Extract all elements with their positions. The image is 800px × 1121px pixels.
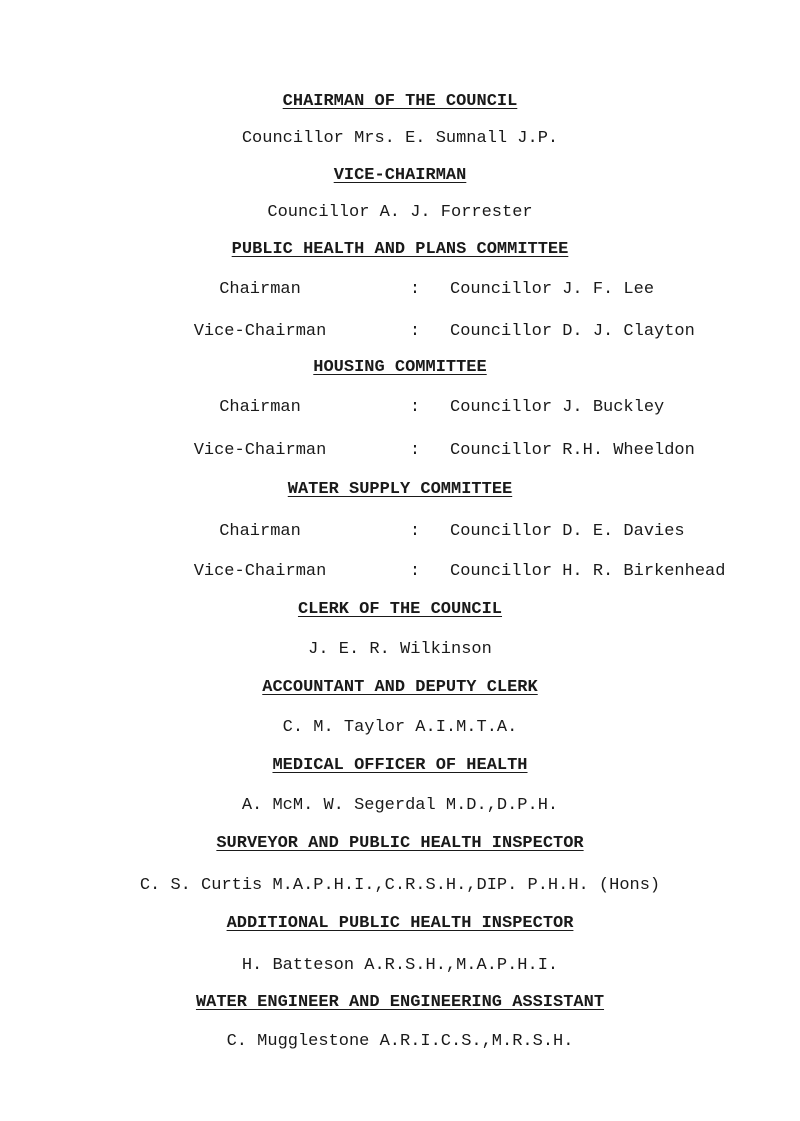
- medical-officer-heading: MEDICAL OFFICER OF HEALTH: [272, 756, 528, 775]
- additional-inspector-name: H. Batteson A.R.S.H.,M.A.P.H.I.: [241, 956, 559, 975]
- additional-inspector-heading: ADDITIONAL PUBLIC HEALTH INSPECTOR: [226, 914, 574, 933]
- separator: :: [409, 280, 421, 299]
- vice-chairman-name: Councillor A. J. Forrester: [267, 203, 533, 222]
- member-name: Councillor D. J. Clayton: [450, 322, 695, 341]
- role-label: Vice-Chairman: [193, 441, 327, 460]
- surveyor-name: C. S. Curtis M.A.P.H.I.,C.R.S.H.,DIP. P.H.H. (Hons): [139, 876, 661, 895]
- role-label: Vice-Chairman: [193, 322, 327, 341]
- chairman-name: Councillor Mrs. E. Sumnall J.P.: [241, 129, 559, 148]
- public-health-committee-heading: PUBLIC HEALTH AND PLANS COMMITTEE: [231, 240, 569, 259]
- separator: :: [409, 562, 421, 581]
- surveyor-heading: SURVEYOR AND PUBLIC HEALTH INSPECTOR: [216, 834, 584, 853]
- role-label: Chairman: [219, 280, 301, 299]
- water-supply-committee-heading: WATER SUPPLY COMMITTEE: [287, 480, 513, 499]
- role-label: Vice-Chairman: [193, 562, 327, 581]
- clerk-name: J. E. R. Wilkinson: [308, 640, 492, 659]
- public-health-vice-chairman-row: [0, 322, 800, 346]
- clerk-heading: CLERK OF THE COUNCIL: [297, 600, 503, 619]
- role-label: Chairman: [219, 398, 301, 417]
- separator: :: [409, 522, 421, 541]
- separator: :: [409, 398, 421, 417]
- housing-committee-heading: HOUSING COMMITTEE: [313, 358, 487, 377]
- public-health-chairman-row: [0, 280, 800, 304]
- accountant-heading: ACCOUNTANT AND DEPUTY CLERK: [262, 678, 538, 697]
- water-supply-chairman-row: [0, 522, 800, 546]
- housing-chairman-row: [0, 398, 800, 422]
- separator: :: [409, 441, 421, 460]
- separator: :: [409, 322, 421, 341]
- vice-chairman-heading: VICE-CHAIRMAN: [333, 166, 467, 185]
- member-name: Councillor H. R. Birkenhead: [450, 562, 726, 581]
- accountant-name: C. M. Taylor A.I.M.T.A.: [282, 718, 518, 737]
- chairman-heading: CHAIRMAN OF THE COUNCIL: [282, 92, 518, 111]
- member-name: Councillor R.H. Wheeldon: [450, 441, 695, 460]
- member-name: Councillor J. F. Lee: [450, 280, 655, 299]
- role-label: Chairman: [219, 522, 301, 541]
- water-engineer-heading: WATER ENGINEER AND ENGINEERING ASSISTANT: [195, 993, 605, 1012]
- medical-officer-name: A. McM. W. Segerdal M.D.,D.P.H.: [241, 796, 559, 815]
- member-name: Councillor D. E. Davies: [450, 522, 685, 541]
- water-supply-vice-chairman-row: [0, 562, 800, 586]
- housing-vice-chairman-row: [0, 441, 800, 465]
- member-name: Councillor J. Buckley: [450, 398, 665, 417]
- water-engineer-name: C. Mugglestone A.R.I.C.S.,M.R.S.H.: [226, 1032, 574, 1051]
